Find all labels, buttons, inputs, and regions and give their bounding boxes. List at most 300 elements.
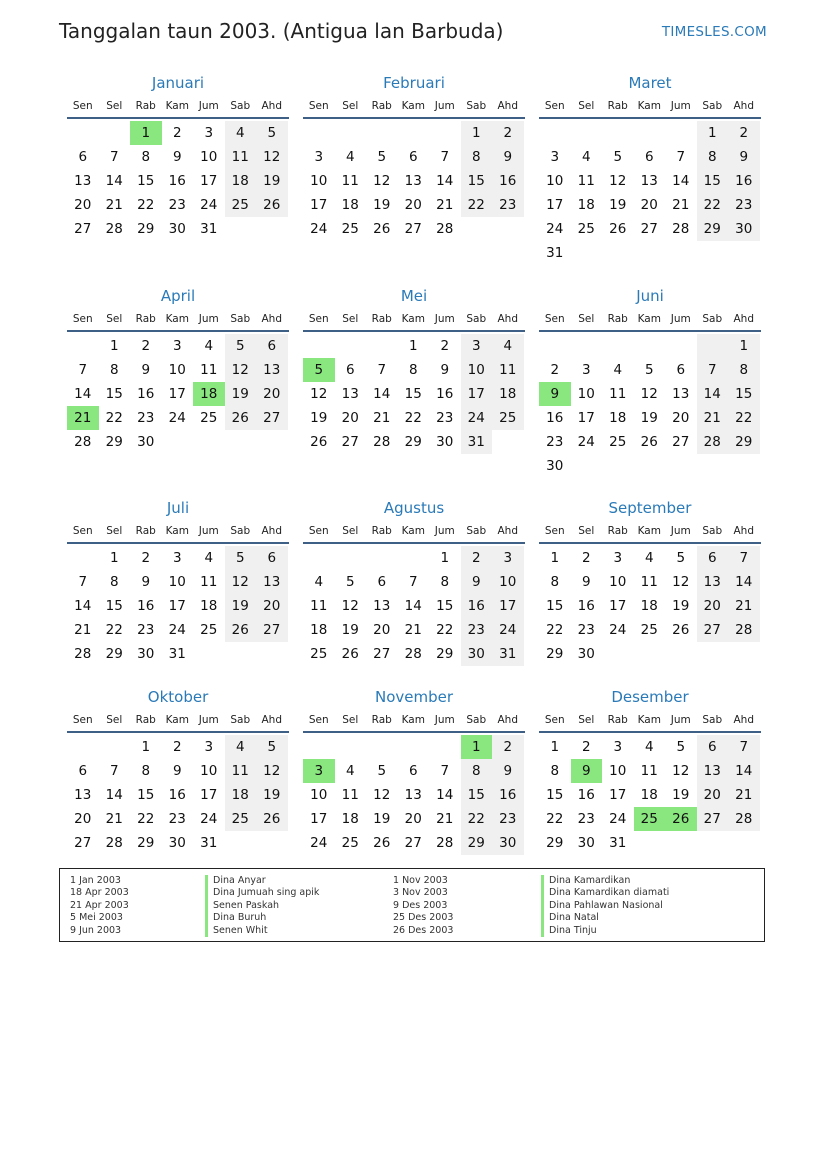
day-cell: 29 <box>436 646 454 662</box>
day-cell: 9 <box>172 763 182 779</box>
day-cell: 19 <box>256 169 288 193</box>
day-cell: 16 <box>168 787 186 803</box>
weekday-label: Sen <box>308 313 329 325</box>
empty-day-cell <box>697 642 729 666</box>
weekday-header <box>67 709 289 733</box>
day-cell: 21 <box>672 197 690 213</box>
empty-day-cell <box>634 334 666 358</box>
empty-day-cell <box>492 430 524 454</box>
day-cell: 27 <box>373 646 391 662</box>
empty-day-cell <box>665 121 697 145</box>
empty-day-cell <box>335 546 367 570</box>
day-cell: 26 <box>310 434 328 450</box>
day-cell: 11 <box>341 173 359 189</box>
day-cell: 12 <box>609 173 627 189</box>
day-cell: 29 <box>461 831 493 855</box>
day-cell: 18 <box>640 787 658 803</box>
day-cell: 23 <box>492 193 524 217</box>
brand-link[interactable]: TIMESLES.COM <box>661 24 767 40</box>
day-cell: 7 <box>697 358 729 382</box>
week-row <box>67 382 289 406</box>
week-row <box>303 831 525 855</box>
weekday-label: Sen <box>544 525 565 537</box>
day-cell: 26 <box>256 193 288 217</box>
day-cell: 25 <box>225 193 257 217</box>
month-name: Mei <box>400 287 428 305</box>
day-cell: 26 <box>225 406 257 430</box>
day-cell: 8 <box>550 763 560 779</box>
day-cell: 23 <box>577 811 595 827</box>
empty-day-cell <box>366 334 398 358</box>
day-cell: 30 <box>577 646 595 662</box>
day-cell: 11 <box>225 759 257 783</box>
day-cell: 10 <box>310 173 328 189</box>
day-cell: 6 <box>78 149 88 165</box>
day-cell: 20 <box>640 197 658 213</box>
day-cell: 12 <box>373 787 391 803</box>
weekday-label: Jum <box>434 525 455 537</box>
weekday-label: Ahd <box>733 525 754 537</box>
day-cell: 29 <box>105 646 123 662</box>
empty-day-cell <box>665 454 697 478</box>
day-cell: 12 <box>373 173 391 189</box>
day-cell: 25 <box>200 622 218 638</box>
empty-day-cell <box>602 642 634 666</box>
day-cell: 18 <box>609 410 627 426</box>
empty-day-cell <box>256 217 288 241</box>
day-cell: 7 <box>78 574 88 590</box>
day-cell: 11 <box>640 763 658 779</box>
week-row <box>539 807 761 831</box>
day-cell: 6 <box>78 763 88 779</box>
day-cell: 24 <box>546 221 564 237</box>
weekday-label: Kam <box>637 525 661 537</box>
day-cell: 11 <box>200 362 218 378</box>
day-cell: 13 <box>640 173 658 189</box>
day-cell: 25 <box>492 406 524 430</box>
empty-day-cell <box>571 241 603 265</box>
day-cell: 10 <box>577 386 595 402</box>
day-cell: 2 <box>461 546 493 570</box>
weekday-label: Rab <box>607 313 628 325</box>
holiday-day-cell: 26 <box>665 807 697 831</box>
empty-day-cell <box>697 241 729 265</box>
day-cell: 2 <box>141 338 151 354</box>
day-cell: 3 <box>314 149 324 165</box>
day-cell: 24 <box>609 811 627 827</box>
weekday-label: Jum <box>434 100 455 112</box>
week-row <box>67 358 289 382</box>
day-cell: 7 <box>440 763 450 779</box>
day-cell: 20 <box>672 410 690 426</box>
empty-day-cell <box>335 735 367 759</box>
empty-day-cell <box>571 454 603 478</box>
day-cell: 10 <box>609 574 627 590</box>
day-cell: 24 <box>168 622 186 638</box>
day-cell: 17 <box>609 598 627 614</box>
day-cell: 7 <box>676 149 686 165</box>
day-cell: 19 <box>373 811 391 827</box>
month-juli <box>67 496 289 666</box>
day-cell: 18 <box>310 622 328 638</box>
weekday-label: Sel <box>578 313 595 325</box>
day-cell: 31 <box>609 835 627 851</box>
day-cell: 2 <box>440 338 450 354</box>
weekday-label: Rab <box>371 100 392 112</box>
day-cell: 1 <box>550 739 560 755</box>
legend-holiday-name: Dina Jumuah sing apik <box>205 887 319 899</box>
week-row <box>539 759 761 783</box>
day-cell: 18 <box>200 598 218 614</box>
empty-day-cell <box>398 546 430 570</box>
day-cell: 6 <box>256 546 288 570</box>
day-cell: 23 <box>461 618 493 642</box>
day-cell: 28 <box>105 221 123 237</box>
day-cell: 19 <box>373 197 391 213</box>
day-cell: 12 <box>672 574 690 590</box>
week-row <box>539 121 761 145</box>
day-cell: 20 <box>256 382 288 406</box>
weekday-label: Sel <box>342 714 359 726</box>
day-cell: 13 <box>672 386 690 402</box>
month-name: November <box>374 688 454 706</box>
day-cell: 8 <box>728 358 760 382</box>
day-cell: 8 <box>141 149 151 165</box>
day-cell: 26 <box>225 618 257 642</box>
day-grid <box>303 544 525 666</box>
day-cell: 5 <box>345 574 355 590</box>
day-cell: 29 <box>546 835 564 851</box>
week-row <box>539 334 761 358</box>
weekday-label: Rab <box>135 100 156 112</box>
weekday-label: Ahd <box>261 525 282 537</box>
empty-day-cell <box>67 546 99 570</box>
weekday-label: Jum <box>670 525 691 537</box>
day-cell: 15 <box>137 787 155 803</box>
day-cell: 15 <box>105 386 123 402</box>
week-row <box>303 145 525 169</box>
empty-day-cell <box>461 217 493 241</box>
day-cell: 21 <box>105 811 123 827</box>
weekday-label: Kam <box>165 525 189 537</box>
day-grid <box>303 332 525 454</box>
weekday-label: Jum <box>198 714 219 726</box>
weekday-label: Rab <box>607 100 628 112</box>
day-cell: 21 <box>74 622 92 638</box>
holiday-day-cell: 9 <box>571 759 603 783</box>
week-row <box>67 783 289 807</box>
legend-holiday-name: Dina Natal <box>541 912 669 924</box>
weekday-label: Kam <box>637 100 661 112</box>
day-cell: 30 <box>137 646 155 662</box>
day-cell: 8 <box>461 759 493 783</box>
day-cell: 4 <box>225 735 257 759</box>
day-cell: 11 <box>640 574 658 590</box>
legend-date: 26 Des 2003 <box>393 924 454 936</box>
day-cell: 27 <box>74 835 92 851</box>
day-cell: 17 <box>200 173 218 189</box>
day-cell: 29 <box>105 434 123 450</box>
day-cell: 8 <box>408 362 418 378</box>
day-grid <box>303 733 525 855</box>
day-cell: 6 <box>644 149 654 165</box>
weekday-label: Kam <box>401 313 425 325</box>
empty-day-cell <box>728 454 760 478</box>
day-cell: 31 <box>168 646 186 662</box>
day-cell: 4 <box>225 121 257 145</box>
weekday-label: Sel <box>106 714 123 726</box>
empty-day-cell <box>335 334 367 358</box>
day-cell: 22 <box>461 193 493 217</box>
day-cell: 28 <box>436 221 454 237</box>
empty-day-cell <box>602 454 634 478</box>
day-cell: 17 <box>310 811 328 827</box>
day-cell: 9 <box>581 574 591 590</box>
day-cell: 1 <box>141 739 151 755</box>
day-grid <box>67 733 289 855</box>
weekday-label: Sen <box>308 100 329 112</box>
day-cell: 4 <box>581 149 591 165</box>
day-cell: 9 <box>492 759 524 783</box>
day-cell: 21 <box>436 811 454 827</box>
day-cell: 14 <box>728 759 760 783</box>
day-cell: 23 <box>728 193 760 217</box>
day-cell: 10 <box>310 787 328 803</box>
day-cell: 23 <box>492 807 524 831</box>
week-row <box>539 241 761 265</box>
empty-day-cell <box>602 334 634 358</box>
empty-day-cell <box>665 831 697 855</box>
weekday-label: Sab <box>230 714 251 726</box>
weekday-label: Sab <box>466 100 487 112</box>
month-name: September <box>608 499 692 517</box>
empty-day-cell <box>193 430 225 454</box>
day-cell: 12 <box>256 759 288 783</box>
day-cell: 10 <box>546 173 564 189</box>
month-september <box>539 496 761 666</box>
day-cell: 3 <box>550 149 560 165</box>
legend-holiday-name: Dina Kamardikan <box>541 875 669 887</box>
day-cell: 21 <box>728 594 760 618</box>
day-cell: 4 <box>492 334 524 358</box>
day-cell: 19 <box>225 594 257 618</box>
day-cell: 14 <box>436 173 454 189</box>
week-row <box>303 406 525 430</box>
month-november <box>303 685 525 855</box>
week-row <box>67 807 289 831</box>
day-cell: 13 <box>256 570 288 594</box>
day-cell: 27 <box>697 618 729 642</box>
weekday-label: Kam <box>637 313 661 325</box>
day-cell: 1 <box>408 338 418 354</box>
empty-day-cell <box>256 831 288 855</box>
day-cell: 8 <box>109 574 119 590</box>
month-name: Februari <box>383 74 445 92</box>
weekday-label: Kam <box>401 525 425 537</box>
day-cell: 6 <box>676 362 686 378</box>
day-cell: 22 <box>728 406 760 430</box>
week-row <box>303 546 525 570</box>
empty-day-cell <box>634 241 666 265</box>
day-cell: 27 <box>74 221 92 237</box>
day-cell: 31 <box>461 430 493 454</box>
day-cell: 23 <box>546 434 564 450</box>
week-row <box>303 594 525 618</box>
week-row <box>539 642 761 666</box>
weekday-label: Sab <box>466 714 487 726</box>
day-cell: 2 <box>550 362 560 378</box>
day-cell: 13 <box>256 358 288 382</box>
weekday-label: Jum <box>198 313 219 325</box>
day-cell: 16 <box>577 787 595 803</box>
weekday-label: Kam <box>165 100 189 112</box>
weekday-label: Sel <box>106 100 123 112</box>
day-cell: 3 <box>204 739 214 755</box>
day-cell: 24 <box>168 410 186 426</box>
weekday-label: Jum <box>670 313 691 325</box>
empty-day-cell <box>492 217 524 241</box>
empty-day-cell <box>697 454 729 478</box>
empty-day-cell <box>99 735 131 759</box>
day-cell: 28 <box>74 646 92 662</box>
empty-day-cell <box>602 241 634 265</box>
weekday-label: Kam <box>637 714 661 726</box>
empty-day-cell <box>256 430 288 454</box>
week-row <box>539 430 761 454</box>
empty-day-cell <box>99 121 131 145</box>
day-cell: 5 <box>225 546 257 570</box>
weekday-header <box>67 95 289 119</box>
day-cell: 4 <box>345 149 355 165</box>
day-cell: 28 <box>728 618 760 642</box>
month-maret <box>539 71 761 265</box>
day-cell: 21 <box>728 783 760 807</box>
day-grid <box>539 544 761 666</box>
day-cell: 19 <box>672 787 690 803</box>
empty-day-cell <box>335 121 367 145</box>
month-name: Desember <box>611 688 689 706</box>
day-cell: 24 <box>310 835 328 851</box>
day-cell: 14 <box>404 598 422 614</box>
day-cell: 22 <box>105 410 123 426</box>
month-april <box>67 284 289 454</box>
week-row <box>303 642 525 666</box>
day-cell: 18 <box>640 598 658 614</box>
week-row <box>303 334 525 358</box>
day-cell: 30 <box>168 221 186 237</box>
weekday-label: Rab <box>371 525 392 537</box>
day-cell: 9 <box>492 145 524 169</box>
day-cell: 8 <box>109 362 119 378</box>
day-cell: 1 <box>440 550 450 566</box>
day-cell: 1 <box>550 550 560 566</box>
weekday-label: Ahd <box>497 313 518 325</box>
month-januari <box>67 71 289 241</box>
day-cell: 7 <box>408 574 418 590</box>
day-cell: 11 <box>200 574 218 590</box>
month-name: April <box>160 287 196 305</box>
weekday-label: Kam <box>401 714 425 726</box>
day-cell: 16 <box>168 173 186 189</box>
day-cell: 29 <box>546 646 564 662</box>
day-cell: 25 <box>200 410 218 426</box>
day-cell: 20 <box>404 811 422 827</box>
legend-holiday-name: Dina Tinju <box>541 925 669 937</box>
weekday-label: Jum <box>198 100 219 112</box>
day-cell: 25 <box>577 221 595 237</box>
weekday-header <box>303 520 525 544</box>
day-cell: 10 <box>609 763 627 779</box>
day-cell: 9 <box>440 362 450 378</box>
day-cell: 13 <box>341 386 359 402</box>
weekday-label: Rab <box>135 714 156 726</box>
month-oktober <box>67 685 289 855</box>
day-cell: 25 <box>225 807 257 831</box>
day-cell: 1 <box>109 550 119 566</box>
day-cell: 23 <box>168 811 186 827</box>
holiday-day-cell: 25 <box>634 807 666 831</box>
day-cell: 8 <box>461 145 493 169</box>
weekday-label: Jum <box>434 714 455 726</box>
day-cell: 14 <box>105 787 123 803</box>
week-row <box>303 382 525 406</box>
day-cell: 18 <box>577 197 595 213</box>
day-cell: 5 <box>377 149 387 165</box>
day-grid <box>67 119 289 241</box>
empty-day-cell <box>225 831 257 855</box>
day-cell: 12 <box>225 358 257 382</box>
day-cell: 13 <box>74 787 92 803</box>
day-cell: 19 <box>609 197 627 213</box>
day-cell: 29 <box>404 434 422 450</box>
week-row <box>539 546 761 570</box>
day-cell: 25 <box>640 622 658 638</box>
day-cell: 22 <box>404 410 422 426</box>
day-cell: 29 <box>137 221 155 237</box>
day-cell: 8 <box>697 145 729 169</box>
month-name: Agustus <box>383 499 445 517</box>
weekday-label: Jum <box>198 525 219 537</box>
day-cell: 14 <box>74 598 92 614</box>
day-cell: 7 <box>728 546 760 570</box>
day-cell: 25 <box>341 835 359 851</box>
day-cell: 28 <box>672 221 690 237</box>
day-cell: 11 <box>577 173 595 189</box>
weekday-label: Sen <box>544 313 565 325</box>
week-row <box>67 759 289 783</box>
legend-date: 9 Des 2003 <box>393 899 448 911</box>
week-row <box>539 169 761 193</box>
day-cell: 21 <box>436 197 454 213</box>
day-cell: 19 <box>310 410 328 426</box>
day-cell: 4 <box>314 574 324 590</box>
day-cell: 31 <box>546 245 564 261</box>
day-cell: 4 <box>644 550 654 566</box>
day-cell: 15 <box>546 787 564 803</box>
day-cell: 21 <box>373 410 391 426</box>
weekday-label: Ahd <box>261 100 282 112</box>
day-cell: 4 <box>613 362 623 378</box>
day-cell: 20 <box>256 594 288 618</box>
weekday-label: Kam <box>165 313 189 325</box>
week-row <box>303 121 525 145</box>
day-cell: 19 <box>256 783 288 807</box>
day-cell: 21 <box>697 406 729 430</box>
empty-day-cell <box>539 121 571 145</box>
day-cell: 13 <box>697 759 729 783</box>
legend-dates-col-1 <box>70 875 129 937</box>
legend-holiday-name: Dina Anyar <box>205 875 319 887</box>
